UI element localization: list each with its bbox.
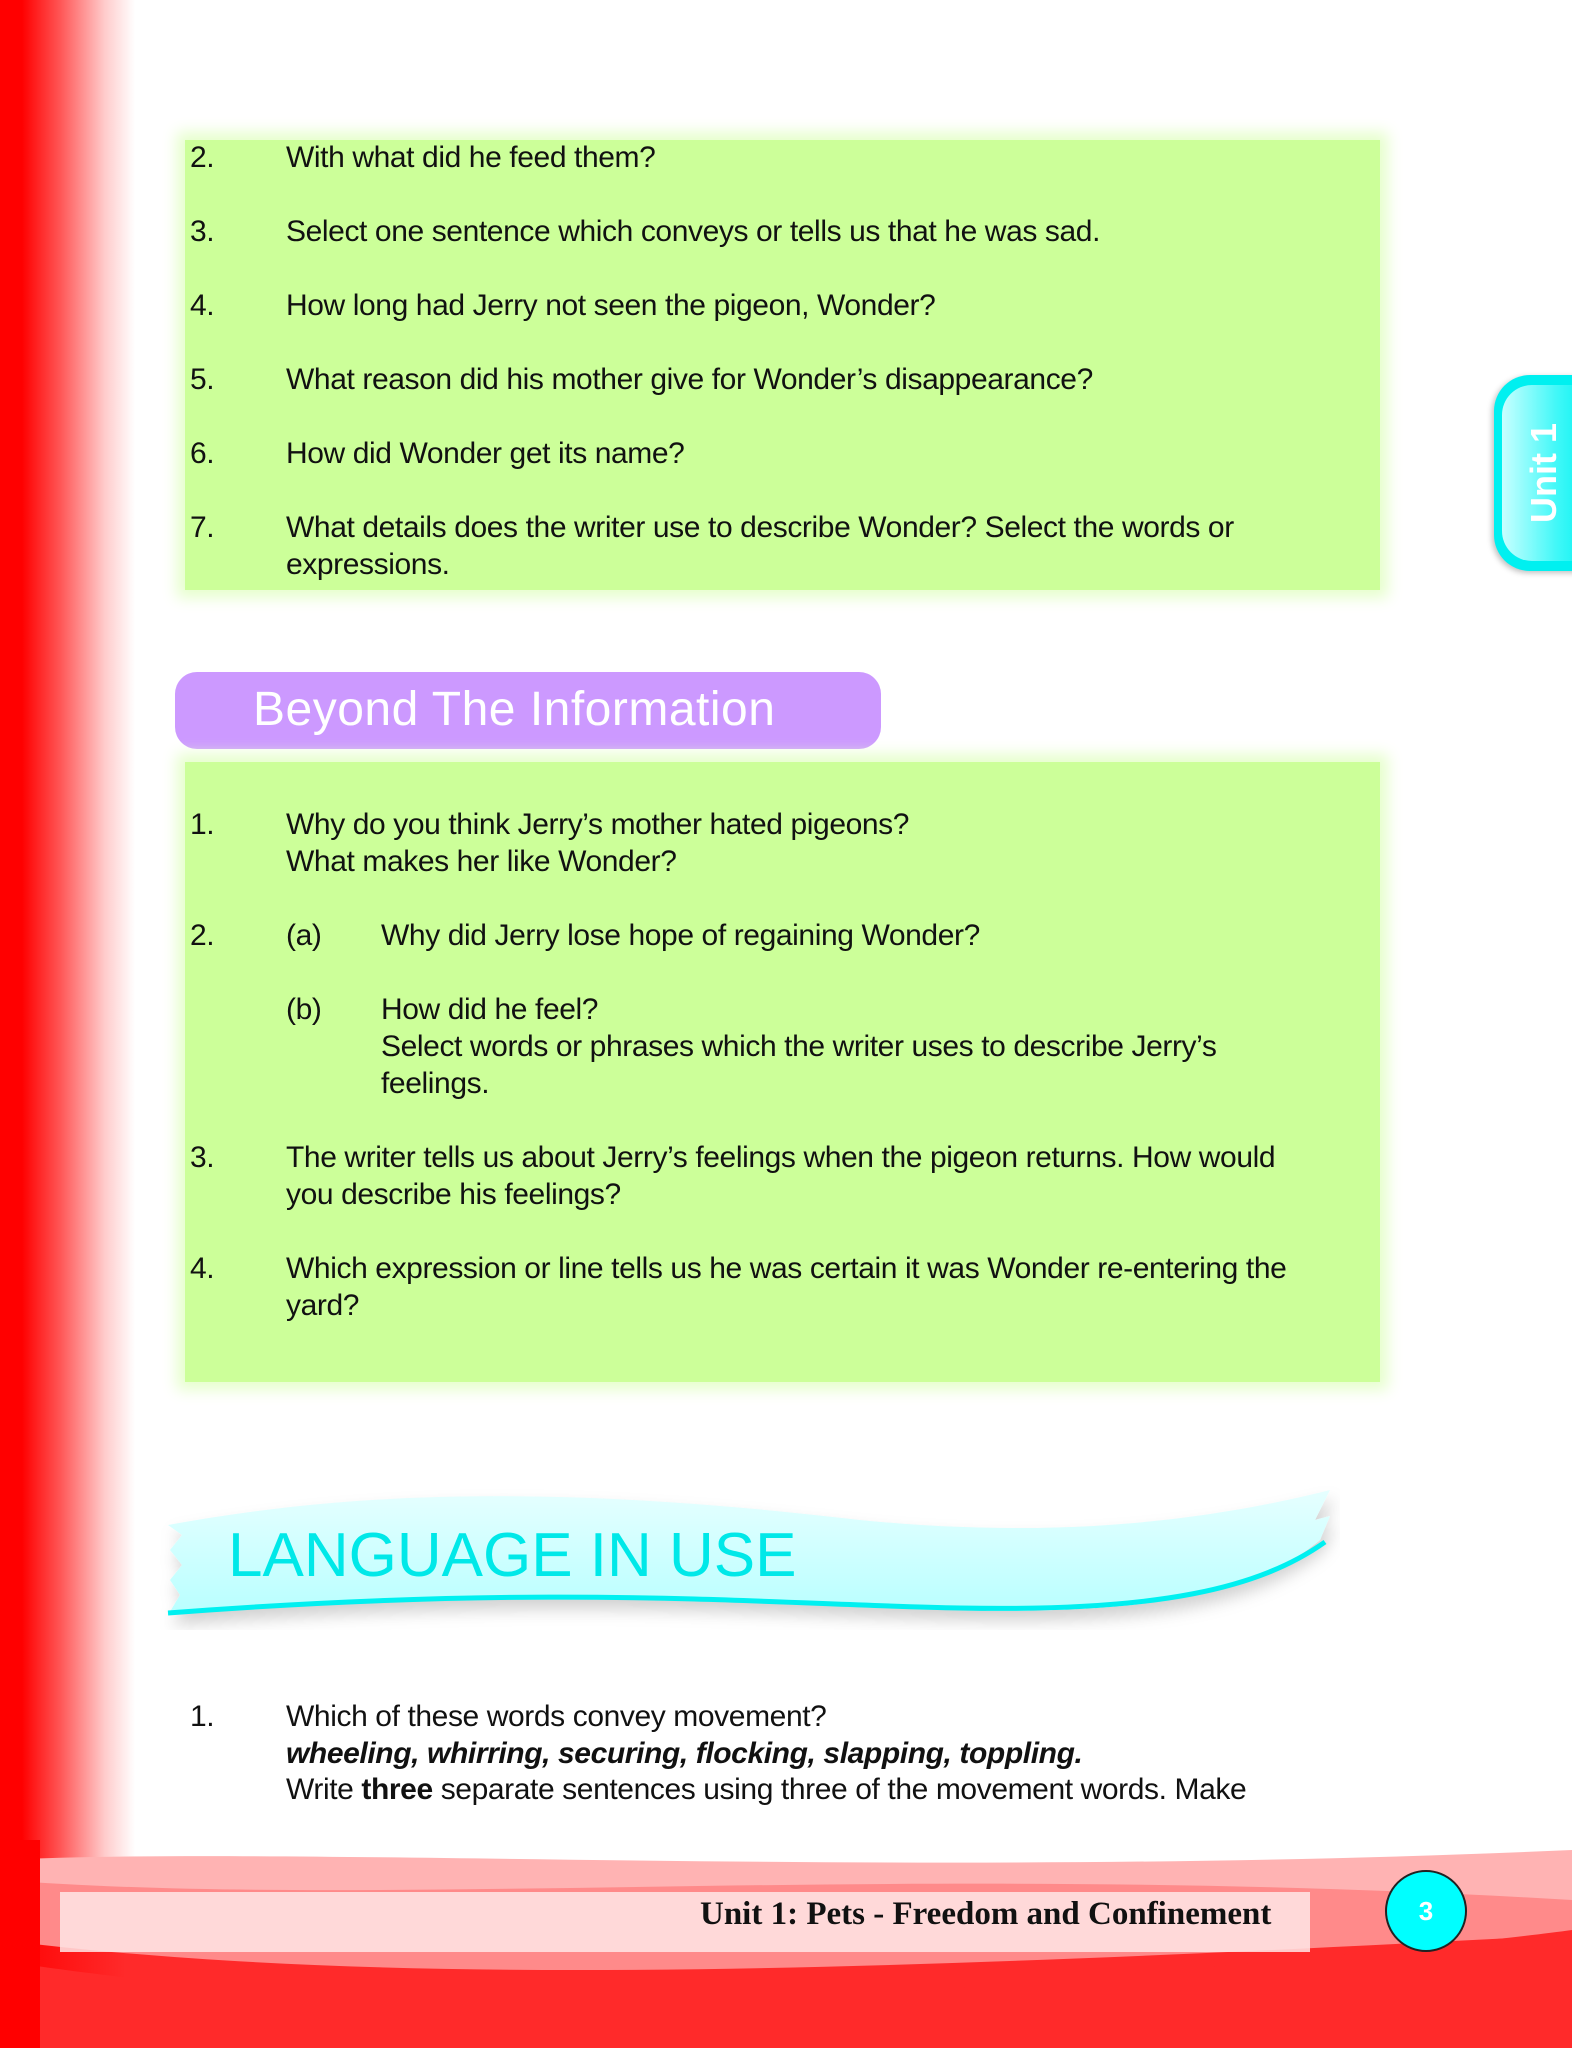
question-text: The writer tells us about Jerry’s feelings when the pigeon returns. How would bbox=[286, 1141, 1276, 1174]
question-text: Which expression or line tells us he was certain it was Wonder re-entering the bbox=[286, 1252, 1287, 1285]
footer-wave-decoration bbox=[0, 1840, 1572, 2048]
question-number: 1. bbox=[190, 808, 215, 841]
question-number: 7. bbox=[190, 511, 215, 544]
question-text: How long had Jerry not seen the pigeon, Wonder? bbox=[286, 289, 936, 322]
question-number: 5. bbox=[190, 363, 215, 396]
question-item bbox=[0, 509, 1572, 589]
question-number: 4. bbox=[190, 289, 215, 322]
question-text: What details does the writer use to describe Wonder? Select the words or bbox=[286, 511, 1234, 544]
sub-question-text: How did he feel? bbox=[381, 993, 599, 1026]
instruction-text: Write bbox=[286, 1773, 362, 1806]
question-text: How did Wonder get its name? bbox=[286, 437, 685, 470]
question-text: Which of these words convey movement? bbox=[286, 1700, 827, 1733]
unit-side-tab-label: Unit 1 bbox=[1523, 422, 1564, 524]
question-text: Select one sentence which conveys or tells us that he was sad. bbox=[286, 215, 1100, 248]
question-number: 2. bbox=[190, 141, 215, 174]
question-item bbox=[0, 1139, 1572, 1219]
section-heading: Beyond The Information bbox=[253, 683, 776, 736]
question-instruction bbox=[286, 1771, 1376, 1808]
footer-unit-title: Unit 1: Pets - Freedom and Confinement bbox=[700, 1896, 1272, 1932]
question-number: 1. bbox=[190, 1700, 215, 1733]
sub-question-text-continued: Select words or phrases which the writer uses to describe Jerry’s bbox=[381, 1030, 1217, 1063]
question-number: 3. bbox=[190, 215, 215, 248]
question-text-continued: expressions. bbox=[286, 548, 450, 581]
page-number-badge bbox=[1385, 1870, 1467, 1952]
question-item bbox=[0, 806, 1572, 886]
question-item bbox=[0, 917, 1572, 1100]
question-text-continued: yard? bbox=[286, 1289, 360, 1322]
section-heading-pill bbox=[175, 672, 881, 749]
sub-question-text: Why did Jerry lose hope of regaining Wonder? bbox=[381, 919, 980, 952]
question-number: 2. bbox=[190, 919, 215, 952]
instruction-text: separate sentences using three of the movement words. Make bbox=[432, 1773, 1247, 1806]
question-item bbox=[0, 1698, 1572, 1818]
question-text: What reason did his mother give for Wonder’s disappearance? bbox=[286, 363, 1093, 396]
movement-words-list: wheeling, whirring, securing, flocking, slapping, toppling. bbox=[286, 1737, 1083, 1770]
page-number: 3 bbox=[1418, 1895, 1434, 1926]
question-text-continued: What makes her like Wonder? bbox=[286, 845, 677, 878]
sub-question-text-continued: feelings. bbox=[381, 1067, 490, 1100]
question-number: 4. bbox=[190, 1252, 215, 1285]
question-text: Why do you think Jerry’s mother hated pigeons? bbox=[286, 808, 910, 841]
question-number: 6. bbox=[190, 437, 215, 470]
section-heading: LANGUAGE IN USE bbox=[228, 1521, 797, 1590]
sub-question-label: (b) bbox=[286, 993, 322, 1026]
sub-question-label: (a) bbox=[286, 919, 322, 952]
question-text-continued: you describe his feelings? bbox=[286, 1178, 621, 1211]
question-number: 3. bbox=[190, 1141, 215, 1174]
instruction-emphasis: three bbox=[361, 1773, 433, 1806]
question-item bbox=[0, 1250, 1572, 1330]
question-text: With what did he feed them? bbox=[286, 141, 656, 174]
